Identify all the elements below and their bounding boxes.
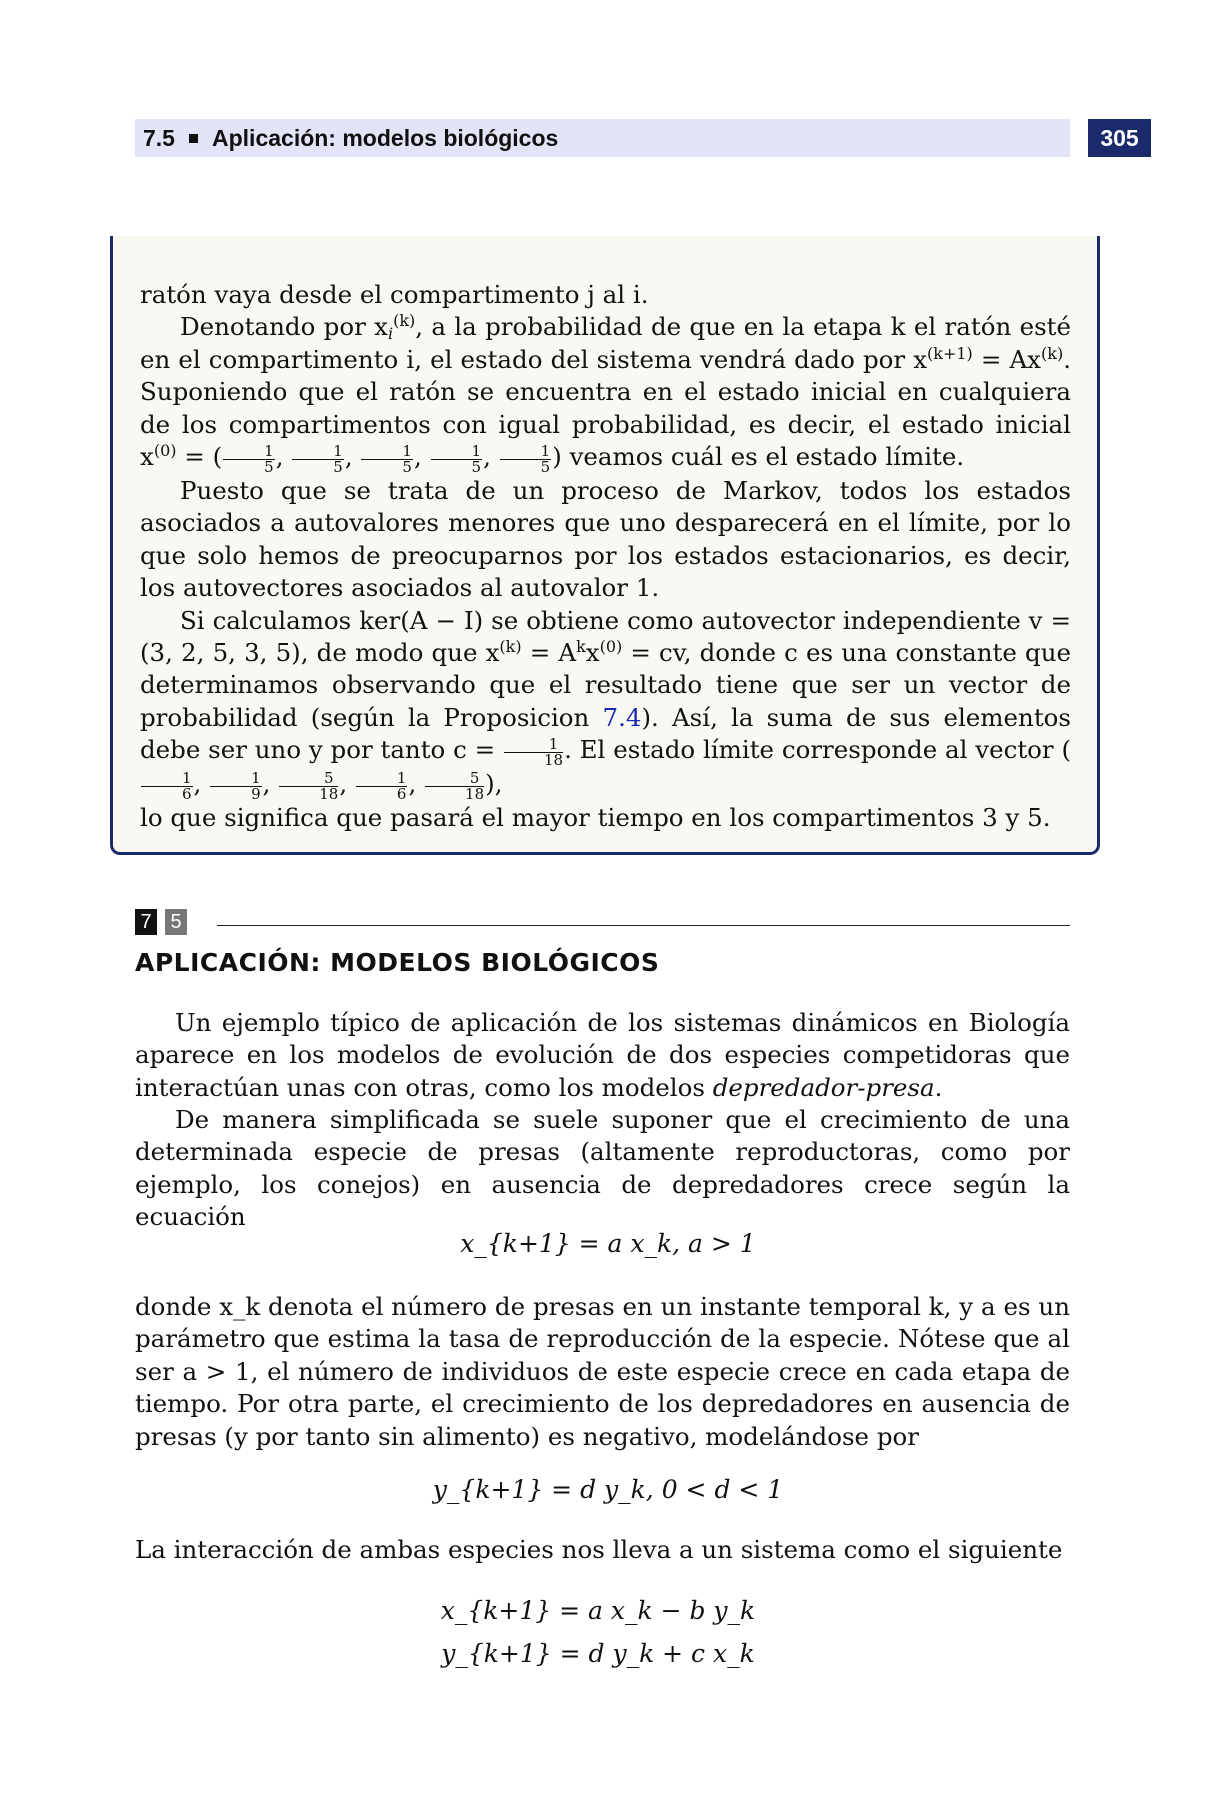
body-paragraph-3: donde x_k denota el número de presas en un instante temporal k, y a es un parámetro que estima la tasa de reproducción de la especie. Nótese que al ser a > 1, el número de individuos de este especie crece en cada etapa de tiempo. Por otra parte, el crecimiento de los depredadores en ausencia de presas (y por tanto sin alimento) es negativo, modelándose por [135,1292,1070,1451]
box-paragraph-2: Denotando por $x_i^{(k)}$, a la probabilidad de que en la etapa k el ratón esté en el compartimento i, el estado del sistema vendrá dado por $x^{(k+1)} = Ax^{(k)}$. Suponiendo que el ratón se encuentra en el estado inicial en cualquiera de los compartimentos con igual probabilidad, es decir, el estado inicial $x^{(0)}$ = ( $\frac{1}{5}$ , $\frac{1}{5}$ , $\frac{1}{5}$ , $\frac{1}{5}$ , $\frac{1}{5}$ ) veamos cuál es el estado límite. [140,311,1071,477]
header-bullet [189,134,198,143]
page-number: 305 [1088,119,1151,157]
body-paragraph-2: De manera simplificada se suele suponer que el crecimiento de una determinada especie de presas (altamente reproductoras, como por ejemplo, los conejos) en ausencia de depredadores crece según la ecuación [135,1105,1070,1232]
equation-prey: x_{k+1} = a x_k, a > 1 [460,1229,756,1258]
equation-predator: y_{k+1} = d y_k, 0 < d < 1 [432,1475,784,1504]
section-title: APLICACIÓN: MODELOS BIOLÓGICOS [135,948,660,977]
header-section-title: Aplicación: modelos biológicos [212,125,559,151]
body-paragraph-4: La interacción de ambas especies nos lleva a un sistema como el siguiente [135,1535,1063,1564]
proposition-link[interactable]: 7.4 [602,702,642,732]
example-box-content [140,279,1071,835]
example-box [110,236,1100,855]
section-number-minor: 5 [165,909,187,935]
box-paragraph-5: lo que significa que pasará el mayor tiempo en los compartimentos 3 y 5. [140,803,1051,833]
box-paragraph-4: Si calculamos ker(A − I) se obtiene como autovector independiente v = (3, 2, 5, 3, 5), de modo que $x^{(k)} = A^kx^{(0)}$ = cv, donde c es una constante que determinamos observando que el resultado tiene que ser un vector de probabilidad (según la Proposicion 7.4). Así, la suma de sus elementos debe ser uno y por tanto c = $\frac{1}{18}$ . El estado límite corresponde al vector ( $\frac{1}{6}$ , $\frac{1}{9}$ , $\frac{5}{18}$ , $\frac{1}{6}$ , $\frac{5}{18}$ ), [140,605,1072,804]
body-paragraph-1: Un ejemplo típico de aplicación de los sistemas dinámicos en Biología aparece en los modelos de evolución de dos especies competidoras que interactúan unas con otras, como los modelos depredador-presa. [135,1008,1070,1102]
header-section-number: 7.5 [143,125,175,151]
section-rule [217,925,1070,926]
running-header [135,119,1070,157]
equation-system-1: x_{k+1} = a x_k − b y_k [440,1596,756,1625]
section-number-major: 7 [135,909,157,935]
box-paragraph-3: Puesto que se trata de un proceso de Markov, todos los estados asociados a autovalores menores que uno desparecerá en el límite, por lo que solo hemos de preocuparnos por los estados estacionarios, es decir, los autovectores asociados al autovalor 1. [140,476,1071,603]
box-paragraph-1: ratón vaya desde el compartimento j al i. [140,280,649,309]
equation-system-2: y_{k+1} = d y_k + c x_k [441,1639,755,1668]
